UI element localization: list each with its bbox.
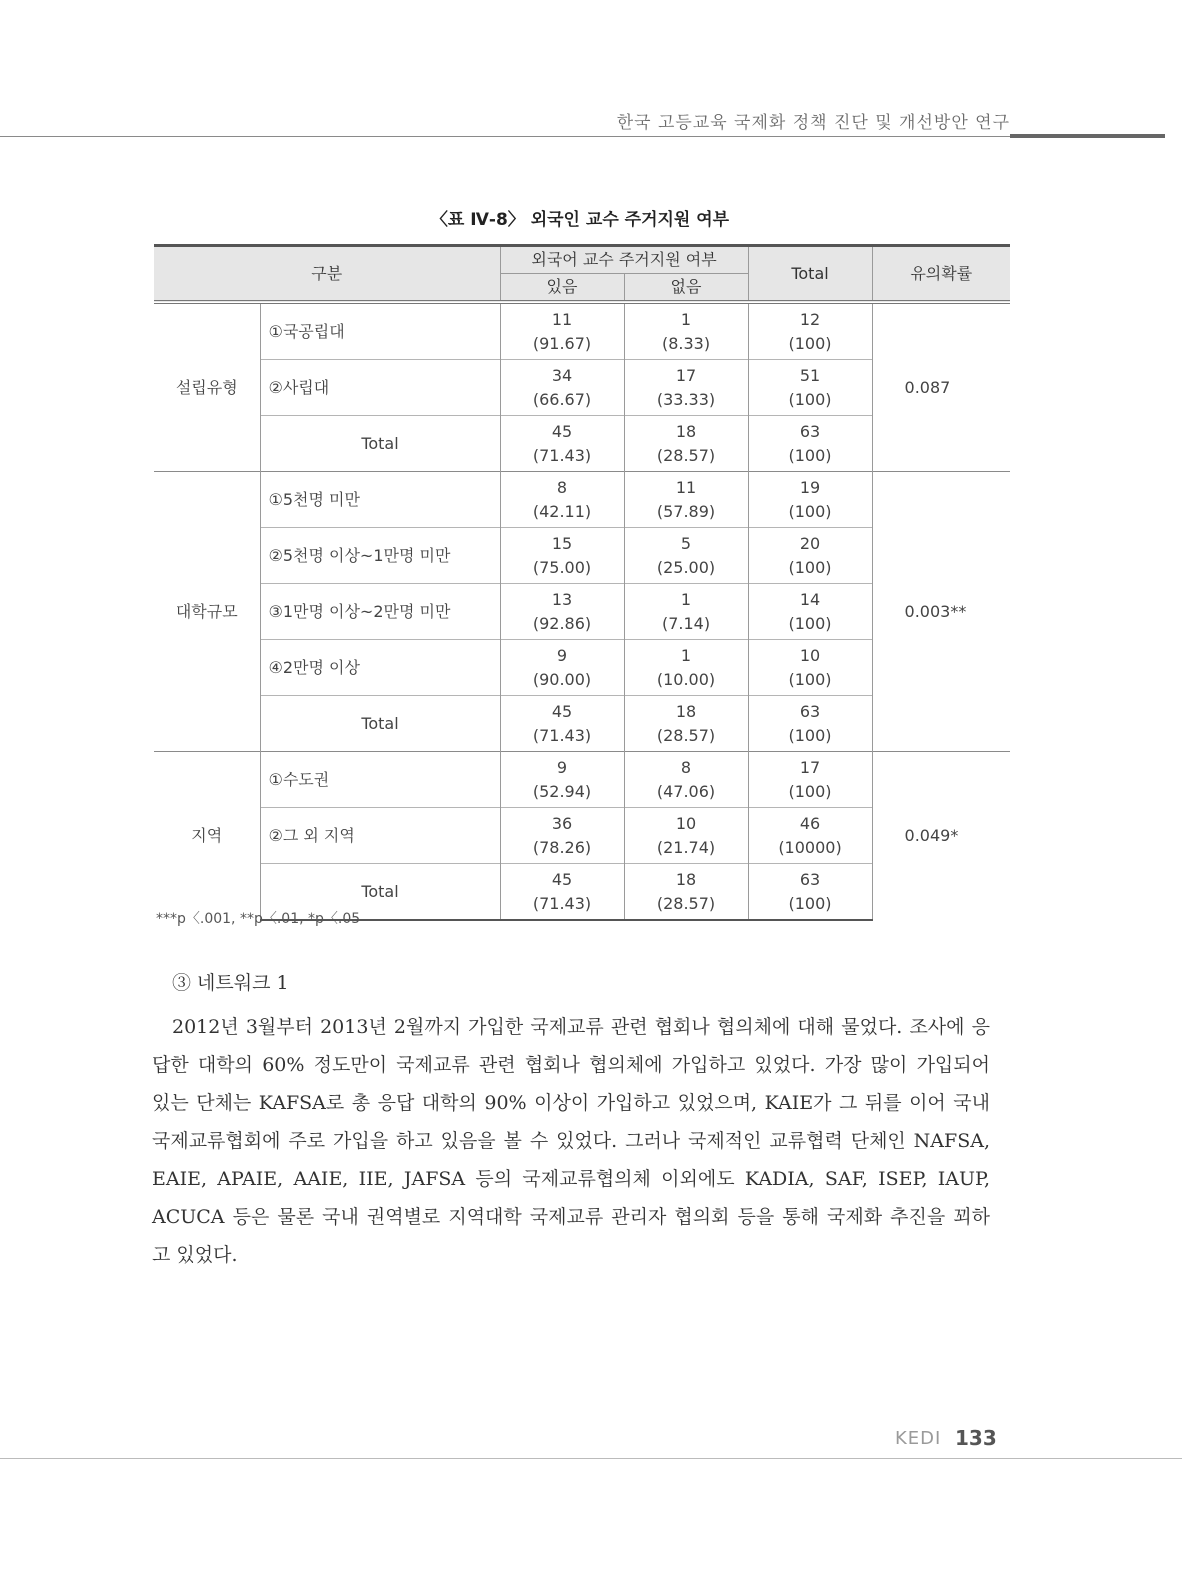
no-percent: (28.57) bbox=[656, 445, 716, 465]
running-header: 한국 고등교육 국제화 정책 진단 및 개선방안 연구 bbox=[616, 113, 1010, 133]
total-percent: (100) bbox=[788, 725, 832, 745]
table-caption: 〈표 Ⅳ-8〉 외국인 교수 주거지원 여부 bbox=[430, 210, 730, 230]
header-support-group: 외국어 교수 주거지원 여부 bbox=[500, 246, 748, 274]
yes-cell bbox=[500, 472, 624, 528]
no-count: 8 bbox=[680, 757, 692, 777]
header-total: Total bbox=[748, 246, 872, 303]
group-label: 설립유형 bbox=[154, 302, 260, 472]
body-paragraph bbox=[152, 1008, 990, 1274]
yes-percent: (52.94) bbox=[532, 781, 592, 801]
row-label: ①5천명 미만 bbox=[260, 472, 500, 528]
total-count: 20 bbox=[799, 533, 821, 553]
row-label: ④2만명 이상 bbox=[260, 640, 500, 696]
no-percent: (47.06) bbox=[656, 781, 716, 801]
total-cell bbox=[748, 472, 872, 528]
yes-percent: (78.26) bbox=[532, 837, 592, 857]
no-percent: (7.14) bbox=[661, 613, 711, 633]
no-cell bbox=[624, 696, 748, 752]
total-count: 63 bbox=[799, 701, 821, 721]
yes-cell bbox=[500, 416, 624, 472]
yes-cell bbox=[500, 528, 624, 584]
footer-label: KEDI bbox=[895, 1428, 942, 1449]
total-percent: (10000) bbox=[778, 837, 842, 857]
header-yes: 있음 bbox=[500, 274, 624, 303]
yes-percent: (71.43) bbox=[532, 725, 592, 745]
yes-cell bbox=[500, 640, 624, 696]
total-percent: (100) bbox=[788, 613, 832, 633]
total-percent: (100) bbox=[788, 389, 832, 409]
no-cell bbox=[624, 640, 748, 696]
yes-count: 34 bbox=[551, 365, 573, 385]
yes-percent: (75.00) bbox=[532, 557, 592, 577]
p-value-cell: 0.049* bbox=[872, 752, 1010, 921]
yes-cell bbox=[500, 302, 624, 360]
no-count: 18 bbox=[675, 421, 697, 441]
total-percent: (100) bbox=[788, 669, 832, 689]
total-count: 19 bbox=[799, 477, 821, 497]
no-percent: (21.74) bbox=[656, 837, 716, 857]
total-percent: (100) bbox=[788, 445, 832, 465]
total-count: 46 bbox=[799, 813, 821, 833]
no-count: 10 bbox=[675, 813, 697, 833]
header-no: 없음 bbox=[624, 274, 748, 303]
table-row bbox=[154, 752, 1010, 808]
header-p-value: 유의확률 bbox=[872, 246, 1010, 303]
yes-percent: (71.43) bbox=[532, 893, 592, 913]
group-label: 지역 bbox=[154, 752, 260, 921]
no-cell bbox=[624, 472, 748, 528]
yes-cell bbox=[500, 584, 624, 640]
total-cell bbox=[748, 696, 872, 752]
no-cell bbox=[624, 528, 748, 584]
total-percent: (100) bbox=[788, 333, 832, 353]
no-cell bbox=[624, 584, 748, 640]
p-value-cell: 0.003** bbox=[872, 472, 1010, 752]
table-row bbox=[154, 472, 1010, 528]
row-label: Total bbox=[260, 696, 500, 752]
row-label: ②그 외 지역 bbox=[260, 808, 500, 864]
total-percent: (100) bbox=[788, 781, 832, 801]
row-label: ③1만명 이상~2만명 미만 bbox=[260, 584, 500, 640]
table-row bbox=[154, 302, 1010, 360]
paragraph-line: 국제교류협회에 주로 가입을 하고 있음을 볼 수 있었다. 그러나 국제적인 교류협력 단체인 NAFSA, bbox=[152, 1130, 990, 1152]
total-cell bbox=[748, 416, 872, 472]
yes-cell bbox=[500, 360, 624, 416]
total-count: 51 bbox=[799, 365, 821, 385]
no-cell bbox=[624, 302, 748, 360]
yes-count: 13 bbox=[551, 589, 573, 609]
no-percent: (57.89) bbox=[656, 501, 716, 521]
total-count: 12 bbox=[799, 309, 821, 329]
yes-count: 9 bbox=[556, 757, 568, 777]
total-count: 63 bbox=[799, 869, 821, 889]
yes-percent: (92.86) bbox=[532, 613, 592, 633]
paragraph-line: EAIE, APAIE, AAIE, IIE, JAFSA 등의 국제교류협의체 이외에도 KADIA, SAF, ISEP, IAUP, bbox=[152, 1168, 990, 1190]
header-category: 구분 bbox=[154, 246, 500, 303]
no-count: 1 bbox=[680, 309, 692, 329]
yes-percent: (90.00) bbox=[532, 669, 592, 689]
total-cell bbox=[748, 528, 872, 584]
total-cell bbox=[748, 752, 872, 808]
yes-count: 45 bbox=[551, 869, 573, 889]
no-percent: (25.00) bbox=[656, 557, 716, 577]
total-count: 14 bbox=[799, 589, 821, 609]
row-label: ②사립대 bbox=[260, 360, 500, 416]
total-percent: (100) bbox=[788, 557, 832, 577]
no-cell bbox=[624, 864, 748, 921]
table-note: ***p〈.001, **p〈.01, *p〈.05 bbox=[156, 911, 361, 927]
no-cell bbox=[624, 416, 748, 472]
no-count: 5 bbox=[680, 533, 692, 553]
no-count: 1 bbox=[680, 645, 692, 665]
no-percent: (8.33) bbox=[661, 333, 711, 353]
paragraph-line: 고 있었다. bbox=[152, 1244, 238, 1266]
yes-percent: (42.11) bbox=[532, 501, 592, 521]
paragraph-line: 2012년 3월부터 2013년 2월까지 가입한 국제교류 관련 협회나 협의체에 대해 물었다. 조사에 응 bbox=[172, 1016, 990, 1038]
yes-count: 15 bbox=[551, 533, 573, 553]
paragraph-line: 있는 단체는 KAFSA로 총 응답 대학의 90% 이상이 가입하고 있었으며, KAIE가 그 뒤를 이어 국내 bbox=[152, 1092, 990, 1114]
data-table bbox=[154, 244, 1010, 921]
no-cell bbox=[624, 360, 748, 416]
p-value-cell: 0.087 bbox=[872, 302, 1010, 472]
yes-count: 9 bbox=[556, 645, 568, 665]
total-cell bbox=[748, 584, 872, 640]
no-count: 1 bbox=[680, 589, 692, 609]
row-label: Total bbox=[260, 864, 500, 921]
yes-percent: (66.67) bbox=[532, 389, 592, 409]
yes-cell bbox=[500, 864, 624, 921]
paragraph-line: 답한 대학의 60% 정도만이 국제교류 관련 협회나 협의체에 가입하고 있었다. 가장 많이 가입되어 bbox=[152, 1054, 990, 1076]
section-heading: ③ 네트워크 1 bbox=[172, 972, 289, 994]
no-cell bbox=[624, 808, 748, 864]
total-percent: (100) bbox=[788, 893, 832, 913]
no-percent: (33.33) bbox=[656, 389, 716, 409]
no-count: 18 bbox=[675, 701, 697, 721]
group-label: 대학규모 bbox=[154, 472, 260, 752]
no-count: 18 bbox=[675, 869, 697, 889]
yes-percent: (71.43) bbox=[532, 445, 592, 465]
total-count: 17 bbox=[799, 757, 821, 777]
footer-rule bbox=[0, 1458, 1182, 1459]
total-count: 63 bbox=[799, 421, 821, 441]
yes-count: 11 bbox=[551, 309, 573, 329]
no-count: 11 bbox=[675, 477, 697, 497]
paragraph-line: ACUCA 등은 물론 국내 권역별로 지역대학 국제교류 관리자 협의회 등을 통해 국제화 추진을 꾀하 bbox=[152, 1206, 990, 1228]
total-cell bbox=[748, 302, 872, 360]
total-cell bbox=[748, 808, 872, 864]
no-percent: (28.57) bbox=[656, 725, 716, 745]
yes-count: 45 bbox=[551, 701, 573, 721]
total-count: 10 bbox=[799, 645, 821, 665]
total-cell bbox=[748, 864, 872, 921]
yes-cell bbox=[500, 752, 624, 808]
no-count: 17 bbox=[675, 365, 697, 385]
no-percent: (28.57) bbox=[656, 893, 716, 913]
yes-count: 8 bbox=[556, 477, 568, 497]
header-accent-bar bbox=[1010, 134, 1165, 138]
row-label: ①수도권 bbox=[260, 752, 500, 808]
page-number: 133 bbox=[955, 1426, 997, 1450]
yes-percent: (91.67) bbox=[532, 333, 592, 353]
row-label: ①국공립대 bbox=[260, 302, 500, 360]
header-rule bbox=[0, 136, 1010, 137]
yes-count: 36 bbox=[551, 813, 573, 833]
total-cell bbox=[748, 360, 872, 416]
total-percent: (100) bbox=[788, 501, 832, 521]
row-label: ②5천명 이상~1만명 미만 bbox=[260, 528, 500, 584]
no-cell bbox=[624, 752, 748, 808]
total-cell bbox=[748, 640, 872, 696]
row-label: Total bbox=[260, 416, 500, 472]
no-percent: (10.00) bbox=[656, 669, 716, 689]
yes-cell bbox=[500, 696, 624, 752]
yes-count: 45 bbox=[551, 421, 573, 441]
yes-cell bbox=[500, 808, 624, 864]
